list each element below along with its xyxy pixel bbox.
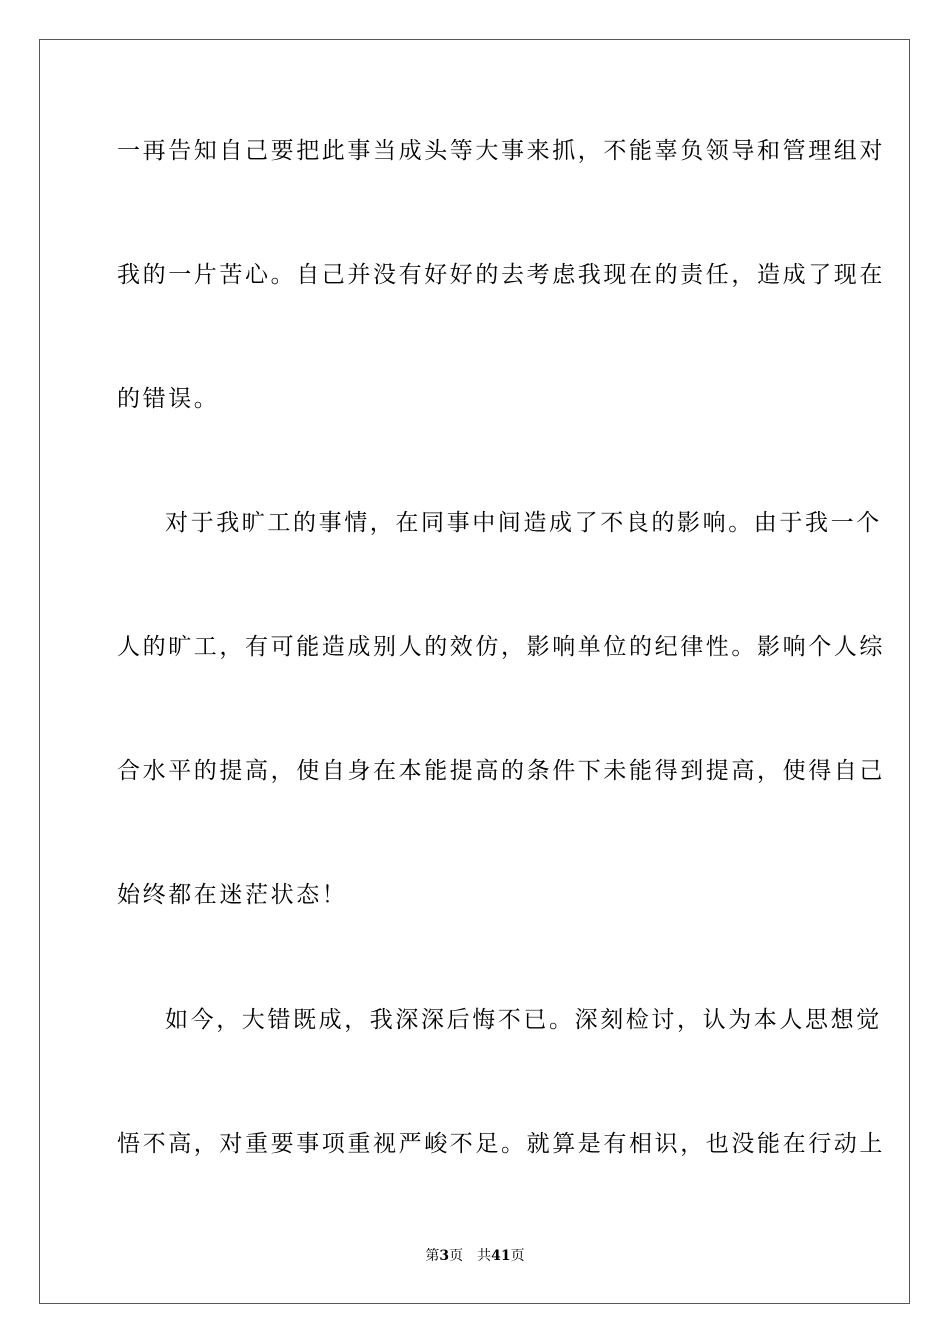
paragraph-2-line-1	[117, 508, 882, 538]
text-line-1: 一再告知自己要把此事当成头等大事来抓，不能辜负领导和管理组对	[117, 138, 885, 164]
total-suffix: 页	[510, 1248, 525, 1264]
text-line-3: 的错误。	[117, 386, 220, 412]
text-line-6: 合水平的提高，使自身在本能提高的条件下未能得到提高，使得自己	[117, 758, 885, 784]
text-line-4: 对于我旷工的事情，在同事中间造成了不良的影响。由于我一个	[165, 510, 882, 536]
page-border	[39, 39, 910, 1304]
text-line-8: 如今，大错既成，我深深后悔不已。深刻检讨，认为本人思想觉	[165, 1007, 882, 1033]
text-line-7: 始终都在迷茫状态！	[117, 882, 348, 908]
text-line-5: 人的旷工，有可能造成别人的效仿，影响单位的纪律性。影响个人综	[117, 634, 885, 660]
text-line-9: 悟不高，对重要事项重视严峻不足。就算是有相识，也没能在行动上	[117, 1131, 885, 1157]
paragraph-3-line-1	[117, 1005, 882, 1035]
text-line-2: 我的一片苦心。自己并没有好好的去考虑我现在的责任，造成了现在	[117, 262, 885, 288]
total-pages: 41	[491, 1248, 511, 1264]
page-number: 3	[439, 1248, 450, 1264]
page-footer	[0, 1247, 950, 1265]
page-suffix: 页	[449, 1248, 464, 1264]
page-prefix: 第	[425, 1248, 440, 1264]
total-prefix: 共	[477, 1248, 492, 1264]
